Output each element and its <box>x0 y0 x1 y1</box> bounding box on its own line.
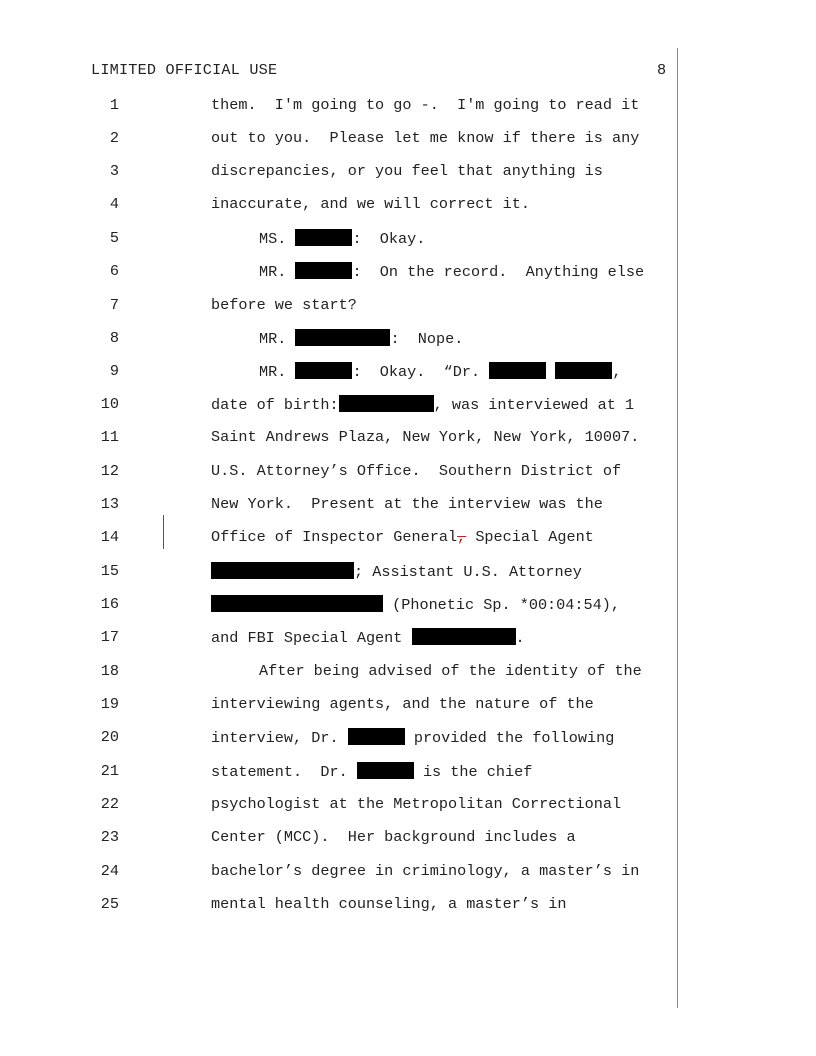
line-text <box>211 528 594 546</box>
line-text <box>259 262 644 281</box>
line-number: 5 <box>109 229 119 247</box>
line-number: 19 <box>100 695 119 713</box>
line-number: 14 <box>100 528 119 546</box>
line-number: 10 <box>100 395 119 413</box>
redaction-box <box>211 562 354 579</box>
speaker-prefix: MR. <box>259 330 296 348</box>
line-text: inaccurate, and we will correct it. <box>211 195 530 213</box>
transcript-line <box>0 129 816 153</box>
strikethrough-revision: , <box>457 528 467 546</box>
speaker-text: : Okay. “Dr. <box>352 363 490 381</box>
transcript-line <box>0 195 816 219</box>
transcript-line <box>0 296 816 320</box>
line-text-segment: , <box>612 363 622 381</box>
redaction-box <box>348 728 405 745</box>
line-text-segment: , was interviewed at 1 <box>433 396 635 414</box>
line-number: 17 <box>100 628 119 646</box>
line-number: 21 <box>100 762 119 780</box>
transcript-line <box>0 395 816 419</box>
line-number: 18 <box>100 662 119 680</box>
line-number: 8 <box>109 329 119 347</box>
speaker-text: : Nope. <box>390 330 464 348</box>
transcript-line <box>0 162 816 186</box>
redaction-box <box>295 329 390 346</box>
line-number: 25 <box>100 895 119 913</box>
header-classification: LIMITED OFFICIAL USE <box>91 61 278 79</box>
transcript-line <box>0 262 816 286</box>
line-text: mental health counseling, a master’s in <box>211 895 567 913</box>
line-number: 2 <box>109 129 119 147</box>
line-number: 24 <box>100 862 119 880</box>
line-text <box>211 562 582 581</box>
line-text: discrepancies, or you feel that anything is <box>211 162 603 180</box>
transcript-line <box>0 528 816 552</box>
line-text <box>211 762 532 781</box>
transcript-line <box>0 229 816 253</box>
transcript-line <box>0 595 816 619</box>
line-text <box>211 628 525 647</box>
line-text <box>259 229 425 248</box>
transcript-line <box>0 362 816 386</box>
line-text-segment: statement. Dr. <box>211 763 357 781</box>
transcript-line <box>0 895 816 919</box>
line-text-segment: . <box>515 629 525 647</box>
speaker-text: : Okay. <box>352 230 426 248</box>
line-text: U.S. Attorney’s Office. Southern District of <box>211 462 622 480</box>
speaker-prefix: MS. <box>259 230 296 248</box>
speaker-prefix: MR. <box>259 363 296 381</box>
page-number: 8 <box>657 61 667 79</box>
redaction-box <box>295 362 352 379</box>
line-number: 23 <box>100 828 119 846</box>
line-number: 9 <box>109 362 119 380</box>
line-number: 1 <box>109 96 119 114</box>
line-text: New York. Present at the interview was the <box>211 495 603 513</box>
line-text-segment: date of birth: <box>211 396 339 414</box>
redaction-box <box>412 628 516 645</box>
line-number: 11 <box>100 428 119 446</box>
line-text-segment: provided the following <box>404 729 615 747</box>
speaker-text: : On the record. Anything else <box>352 263 645 281</box>
line-text: bachelor’s degree in criminology, a master’s in <box>211 862 640 880</box>
transcript-line <box>0 695 816 719</box>
redaction-box <box>357 762 414 779</box>
transcript-line <box>0 628 816 652</box>
line-number: 3 <box>109 162 119 180</box>
line-text: out to you. Please let me know if there is any <box>211 129 640 147</box>
transcript-line <box>0 762 816 786</box>
line-text: Center (MCC). Her background includes a <box>211 828 576 846</box>
line-text: psychologist at the Metropolitan Correctional <box>211 795 622 813</box>
speaker-prefix: MR. <box>259 263 296 281</box>
line-text <box>211 728 614 747</box>
line-text-segment <box>546 363 555 381</box>
redaction-box <box>489 362 546 379</box>
transcript-line <box>0 662 816 686</box>
line-text-segment: Office of Inspector General <box>211 528 458 546</box>
line-number: 13 <box>100 495 119 513</box>
redaction-box <box>295 262 352 279</box>
transcript-line <box>0 795 816 819</box>
line-text <box>211 595 620 614</box>
transcript-line <box>0 828 816 852</box>
line-number: 6 <box>109 262 119 280</box>
transcript-line <box>0 728 816 752</box>
line-text <box>259 329 463 348</box>
line-text <box>211 395 634 414</box>
line-text-segment: ; Assistant U.S. Attorney <box>354 563 582 581</box>
transcript-line <box>0 862 816 886</box>
line-number: 20 <box>100 728 119 746</box>
line-text: before we start? <box>211 296 357 314</box>
line-text-segment: (Phonetic Sp. *00:04:54), <box>383 596 620 614</box>
redaction-box <box>339 395 434 412</box>
line-number: 15 <box>100 562 119 580</box>
line-text: Saint Andrews Plaza, New York, New York, 10007. <box>211 428 640 446</box>
transcript-line <box>0 562 816 586</box>
line-number: 12 <box>100 462 119 480</box>
line-text: them. I'm going to go -. I'm going to read it <box>211 96 640 114</box>
line-number: 7 <box>109 296 119 314</box>
redaction-box <box>555 362 612 379</box>
line-text-segment: and FBI Special Agent <box>211 629 412 647</box>
line-number: 16 <box>100 595 119 613</box>
redaction-box <box>211 595 383 612</box>
line-text: After being advised of the identity of the <box>259 662 642 680</box>
line-number: 22 <box>100 795 119 813</box>
redaction-box <box>295 229 352 246</box>
line-number: 4 <box>109 195 119 213</box>
transcript-line <box>0 462 816 486</box>
transcript-line <box>0 329 816 353</box>
transcript-line <box>0 96 816 120</box>
line-text-segment: is the chief <box>413 763 533 781</box>
line-text-segment: interview, Dr. <box>211 729 348 747</box>
line-text: interviewing agents, and the nature of the <box>211 695 594 713</box>
transcript-line <box>0 428 816 452</box>
line-text <box>259 362 621 381</box>
line-text-segment: Special Agent <box>466 528 594 546</box>
transcript-line <box>0 495 816 519</box>
